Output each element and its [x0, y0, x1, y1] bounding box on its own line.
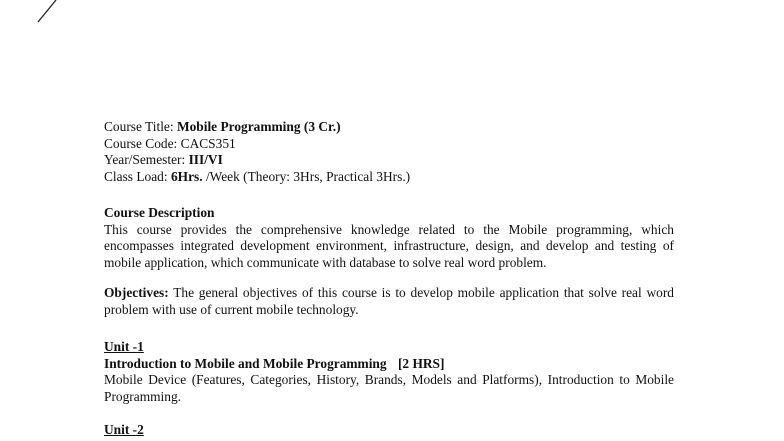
- course-description-text: This course provides the comprehensive knowledge related to the Mobile programming, which encompasses integrated development environment, infrastructure, design, and develop and testing of mobile application, which communicate with database to solve real word problem.: [104, 221, 674, 270]
- objectives-text: The general objectives of this course is to develop mobile application that solve real word problem with use of current mobile technology.: [104, 285, 674, 317]
- unit-2-section: [104, 422, 674, 439]
- course-description-section: [104, 205, 674, 271]
- pen-stroke-mark: [36, 0, 58, 24]
- unit-2-label: Unit -2: [104, 422, 144, 437]
- course-title-value: Mobile Programming (3 Cr.): [176, 119, 341, 134]
- class-load-detail: /Week (Theory: 3Hrs, Practical 3Hrs.): [205, 168, 411, 184]
- class-load-hours: 6Hrs.: [170, 168, 203, 184]
- unit-1-heading: [104, 356, 674, 373]
- unit-1-title: Introduction to Mobile and Mobile Programming: [104, 355, 387, 371]
- year-semester-line: [104, 152, 674, 169]
- course-code-line: [104, 136, 674, 153]
- year-semester-value: III/VI: [188, 152, 223, 167]
- course-title-label: Course Title:: [104, 119, 174, 134]
- year-semester-label: Year/Semester:: [104, 152, 186, 167]
- objectives-section: [104, 285, 674, 318]
- course-meta: [104, 119, 674, 185]
- course-code-value: CACS351: [180, 135, 236, 151]
- course-description-heading: Course Description: [104, 205, 215, 220]
- unit-1-section: [104, 339, 674, 405]
- objectives-label: Objectives:: [104, 285, 169, 300]
- class-load-label: Class Load:: [104, 168, 168, 184]
- unit-1-hours: [2 HRS]: [397, 355, 445, 371]
- unit-1-label: Unit -1: [104, 339, 144, 354]
- course-title-line: [104, 119, 674, 136]
- unit-1-text: Mobile Device (Features, Categories, History, Brands, Models and Platforms), Introduction to Mobile Programming.: [104, 372, 674, 404]
- class-load-line: [104, 169, 674, 186]
- course-code-label: Course Code:: [104, 135, 178, 151]
